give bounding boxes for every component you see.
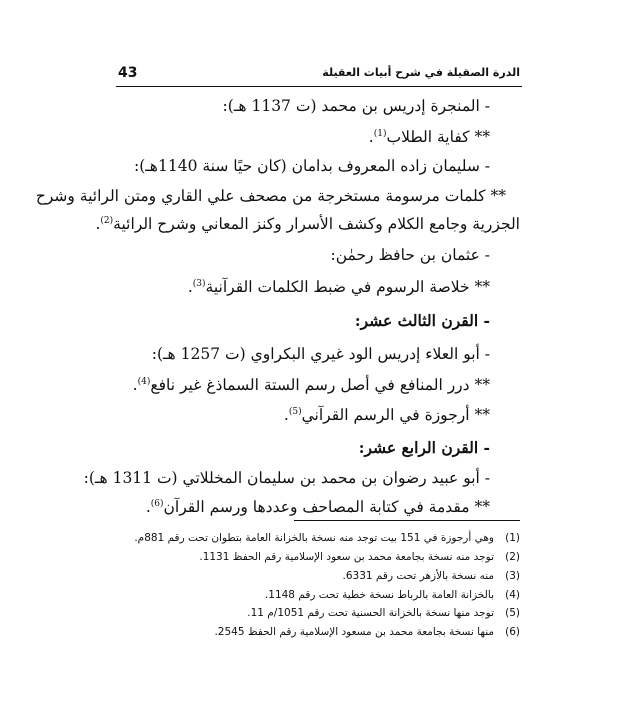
body-line-text: الجزرية وجامع الكلام وكشف الأسرار وكنز المعاني وشرح الرائية xyxy=(113,215,520,233)
section-heading xyxy=(118,311,520,331)
footnote-number: (1) xyxy=(505,532,520,544)
body-line xyxy=(118,96,520,116)
body-line-text: - القرن الرابع عشر: xyxy=(358,438,490,457)
body-line xyxy=(118,127,520,147)
footnote-marker: (4) xyxy=(137,376,151,387)
body-line xyxy=(118,497,520,517)
footnote-text: منها نسخة بجامعة محمد بن مسعود الإسلامية رقم الحفظ 2545. xyxy=(214,626,494,638)
line-punctuation: . xyxy=(283,406,289,424)
footnote-text: توجد منه نسخة بجامعة محمد بن سعود الإسلامية رقم الحفظ 1131. xyxy=(199,551,494,563)
footnote-number: (5) xyxy=(505,607,520,619)
body-line-text: - أبو العلاء إدريس الود غيري البكراوي (ت 1257 هـ): xyxy=(151,345,490,363)
section-heading xyxy=(118,438,520,458)
footnote-text: منه نسخة بالأزهر تحت رقم 6331. xyxy=(342,570,494,582)
running-title: الدرة الصقيلة في شرح أبيات العقيلة xyxy=(322,66,520,79)
body-line xyxy=(118,277,520,297)
footnote-item xyxy=(160,605,520,621)
footnote-text: بالخزانة العامة بالرباط نسخة خطية تحت رقم 1148. xyxy=(264,589,494,601)
body-line-text: - القرن الثالث عشر: xyxy=(354,311,490,330)
footnote-rule xyxy=(294,520,520,521)
line-punctuation: . xyxy=(132,376,138,394)
line-punctuation: . xyxy=(368,128,374,146)
footnote-item xyxy=(160,549,520,565)
body-line-text: ** كلمات مرسومة مستخرجة من مصحف علي القاري ومتن الرائية وشرح xyxy=(35,187,506,205)
body-line xyxy=(118,245,520,265)
body-line-text: ** كفاية الطلاب xyxy=(386,128,490,146)
footnote-marker: (1) xyxy=(373,128,387,139)
body-line-text: - أبو عبيد رضوان بن محمد بن سليمان المخللاتي (ت 1311 هـ): xyxy=(83,469,490,487)
body-line-text: ** خلاصة الرسوم في ضبط الكلمات القرآنية xyxy=(205,278,490,296)
footnote-item xyxy=(160,624,520,640)
footnote-number: (6) xyxy=(505,626,520,638)
body-line-text: ** مقدمة في كتابة المصاحف وعددها ورسم القرآن xyxy=(163,498,490,516)
line-punctuation: . xyxy=(187,278,193,296)
body-line xyxy=(95,214,520,234)
footnote-marker: (5) xyxy=(288,406,302,417)
page-number: 43 xyxy=(118,65,138,81)
body-line-text: ** أرجوزة في الرسم القرآني xyxy=(301,406,490,424)
footnote-text: وهي أرجوزة في 151 بيت توجد منه نسخة بالخزانة العامة بتطوان تحت رقم 881م. xyxy=(134,532,494,544)
body-line-text: - سليمان زاده المعروف بدامان (كان حيًا سنة 1140هـ): xyxy=(134,157,490,175)
body-line-text: - المنجرة إدريس بن محمد (ت 1137 هـ): xyxy=(222,97,490,115)
footnote-item xyxy=(134,530,520,546)
body-line-text: - عثمان بن حافظ رحمٰن: xyxy=(330,246,490,264)
footnote-marker: (6) xyxy=(150,498,164,509)
body-line xyxy=(118,156,520,176)
body-line xyxy=(83,468,520,488)
body-line xyxy=(35,186,520,206)
line-punctuation: . xyxy=(95,215,101,233)
footnote-text: توجد منها نسخة بالخزانة الحسنية تحت رقم 1051/م 11. xyxy=(247,607,494,619)
footnote-marker: (2) xyxy=(100,215,114,226)
footnote-marker: (3) xyxy=(192,278,206,289)
footnote-number: (3) xyxy=(505,570,520,582)
line-punctuation: . xyxy=(145,498,151,516)
footnote-item xyxy=(160,568,520,584)
body-line xyxy=(118,375,520,395)
body-line xyxy=(118,405,520,425)
footnote-number: (4) xyxy=(505,589,520,601)
body-line-text: ** درر المنافع في أصل رسم الستة السماذغ غير نافع xyxy=(150,376,490,394)
footnote-number: (2) xyxy=(505,551,520,563)
header-rule xyxy=(116,86,522,87)
footnote-item xyxy=(160,587,520,603)
body-line xyxy=(118,344,520,364)
